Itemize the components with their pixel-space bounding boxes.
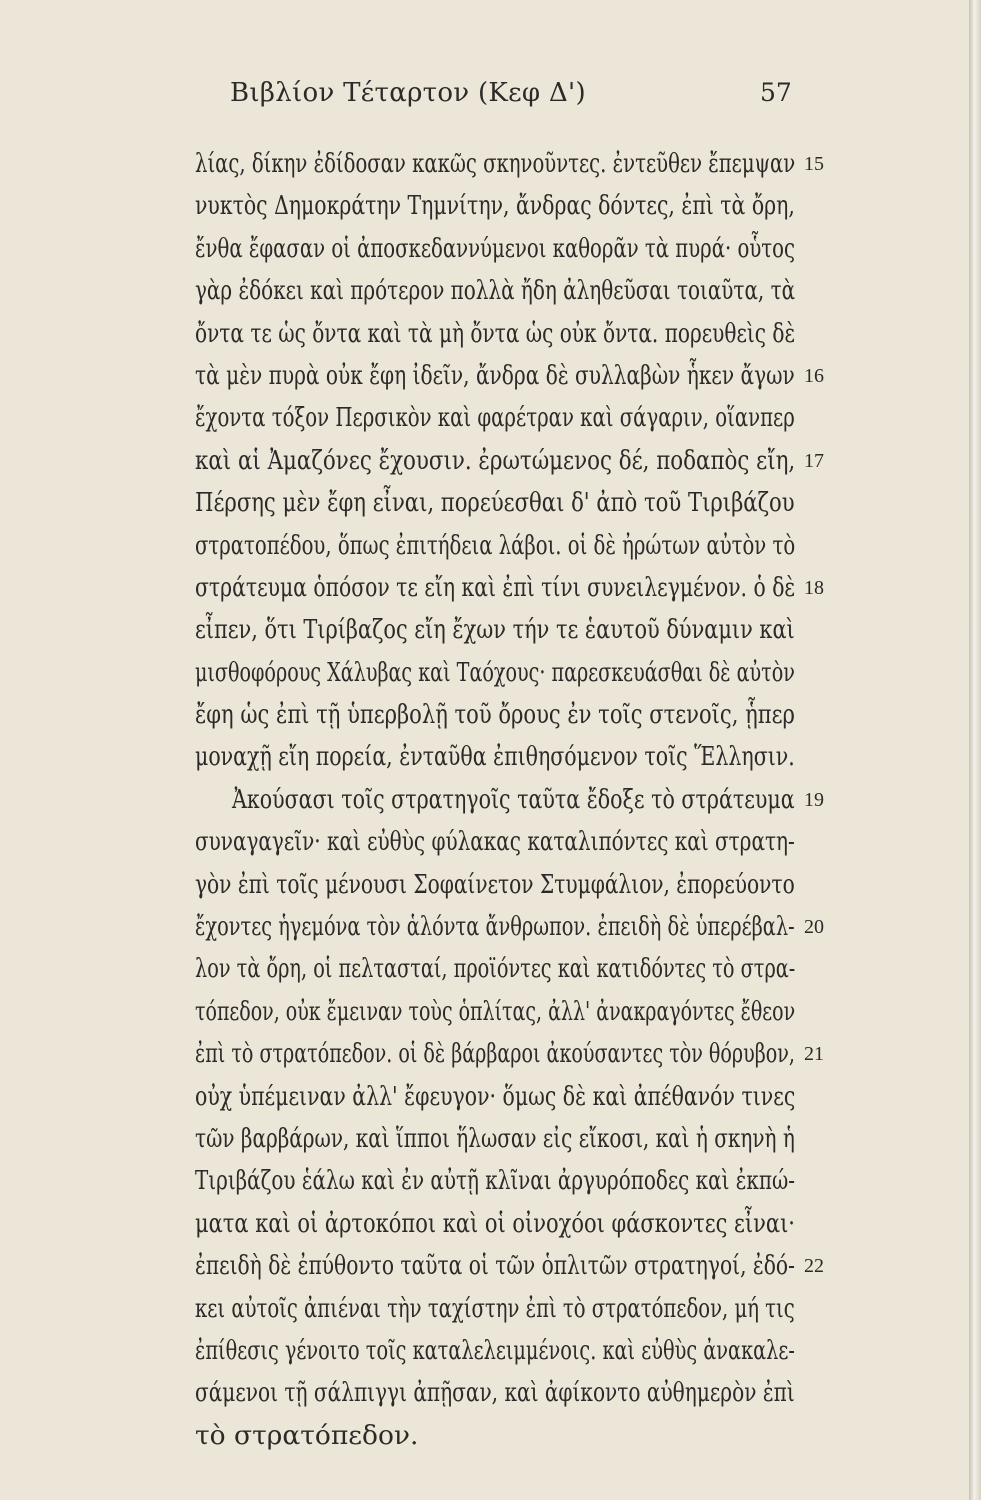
text-line [0,991,981,1033]
text-line [0,1033,981,1075]
text-line [0,397,981,439]
line-text: μοναχῇ εἴη πορεία, ἐνταῦθα ἐπιθησόμενον τοῖς Ἕλλησιν. [195,741,795,773]
line-text: γὰρ ἐδόκει καὶ πρότερον πολλὰ ἤδη ἀληθεῦσαι τοιαῦτα, τὰ [195,275,796,307]
text-line [0,779,981,821]
line-text: τόπεδον, οὐκ ἔμειναν τοὺς ὁπλίτας, ἀλλ' ἀνακραγόντες ἔθεον [195,995,796,1027]
line-text: λον τὰ ὄρη, οἱ πελτασταί, προϊόντες καὶ κατιδόντες τὸ στρα- [195,953,796,985]
section-number: 17 [804,449,824,472]
text-line [0,1330,981,1372]
section-number: 16 [804,364,824,387]
text-line [0,440,981,482]
line-text: τὸ στρατόπεδον. [195,1419,419,1451]
line-text: ματα καὶ οἱ ἀρτοκόποι καὶ οἱ οἰνοχόοι φάσκοντες εἶναι· [195,1207,795,1239]
text-line [0,228,981,270]
text-line [0,313,981,355]
section-number: 20 [804,916,824,939]
text-line [0,1203,981,1245]
line-text: στρατοπέδου, ὅπως ἐπιτήδεια λάβοι. οἱ δὲ ἠρώτων αὐτὸν τὸ [195,529,796,561]
text-line [0,1245,981,1287]
section-number: 15 [804,153,824,175]
line-text: στράτευμα ὁπόσον τε εἴη καὶ ἐπὶ τίνι συνειλεγμένον. ὁ δὲ [195,571,796,603]
text-line [0,906,981,948]
line-text: ἔχοντες ἡγεμόνα τὸν ἁλόντα ἄνθρωπον. ἐπειδὴ δὲ ὑπερέβαλ- [195,911,795,943]
running-title: Βιβλίον Τέταρτον (Κεφ Δ') [230,78,586,108]
text-line [0,1415,981,1457]
line-text: γὸν ἐπὶ τοῖς μένουσι Σοφαίνετον Στυμφάλιον, ἐπορεύοντο [195,868,795,900]
text-line [0,864,981,906]
text-line [0,948,981,990]
text-line [0,1118,981,1160]
text-line [0,567,981,609]
line-text: ἐπειδὴ δὲ ἐπύθοντο ταῦτα οἱ τῶν ὁπλιτῶν στρατηγοί, ἐδό- [195,1250,795,1282]
line-text: ἔχοντα τόξον Περσικὸν καὶ φαρέτραν καὶ σάγαριν, οἵανπερ [195,402,795,434]
line-text: σάμενοι τῇ σάλπιγγι ἀπῇσαν, καὶ ἀφίκοντο αὐθημερὸν ἐπὶ [195,1377,795,1409]
text-line [0,1288,981,1330]
text-line [0,185,981,227]
line-text: εἶπεν, ὅτι Τιρίβαζος εἴη ἔχων τήν τε ἑαυτοῦ δύναμιν καὶ [195,614,795,646]
text-line [0,1076,981,1118]
text-line [0,525,981,567]
text-line [0,1372,981,1414]
line-text: Ἀκούσασι τοῖς στρατηγοῖς ταῦτα ἔδοξε τὸ στράτευμα [232,783,795,815]
text-line [0,736,981,778]
text-line [0,609,981,651]
section-number: 22 [804,1255,824,1278]
line-text: λίας, δίκην ἐδίδοσαν κακῶς σκηνοῦντες. ἐντεῦθεν ἔπεμψαν [195,148,796,179]
line-text: κει αὐτοῖς ἀπιέναι τὴν ταχίστην ἐπὶ τὸ στρατόπεδον, μή τις [195,1292,795,1324]
line-text: ἔνθα ἔφασαν οἱ ἀποσκεδαννύμενοι καθορᾶν τὰ πυρά· οὗτος [195,232,795,264]
section-number: 19 [804,788,824,811]
section-number: 21 [804,1043,824,1066]
line-text: τῶν βαρβάρων, καὶ ἵπποι ἥλωσαν εἰς εἴκοσι, καὶ ἡ σκηνὴ ἡ [195,1122,795,1154]
line-text: συναγαγεῖν· καὶ εὐθὺς φύλακας καταλιπόντες καὶ στρατη- [195,826,795,858]
text-line [0,694,981,736]
text-line [0,1160,981,1202]
line-text: οὐχ ὑπέμειναν ἀλλ' ἔφευγον· ὅμως δὲ καὶ ἀπέθανόν τινες [195,1080,796,1112]
line-text: ἐπὶ τὸ στρατόπεδον. οἱ δὲ βάρβαροι ἀκούσαντες τὸν θόρυβον, [195,1038,795,1070]
page-header [0,78,981,118]
page-number: 57 [760,78,792,107]
line-text: καὶ αἱ Ἀμαζόνες ἔχουσιν. ἐρωτώμενος δέ, ποδαπὸς εἴη, [195,444,796,476]
line-text: τὰ μὲν πυρὰ οὐκ ἔφη ἰδεῖν, ἄνδρα δὲ συλλαβὼν ἧκεν ἄγων [195,359,795,391]
text-line [0,821,981,863]
text-line [0,482,981,524]
text-body [0,143,981,1457]
text-line [0,270,981,312]
line-text: ἐπίθεσις γένοιτο τοῖς καταλελειμμένοις. καὶ εὐθὺς ἀνακαλε- [195,1334,795,1366]
line-text: μισθοφόρους Χάλυβας καὶ Ταόχους· παρεσκευάσθαι δὲ αὐτὸν [195,656,795,688]
line-text: νυκτὸς Δημοκράτην Τημνίτην, ἄνδρας δόντες, ἐπὶ τὰ ὄρη, [195,190,795,222]
text-line [0,652,981,694]
text-line [0,355,981,397]
section-number: 18 [804,576,824,599]
line-text: ἔφη ὡς ἐπὶ τῇ ὑπερβολῇ τοῦ ὄρους ἐν τοῖς στενοῖς, ᾗπερ [195,699,795,731]
line-text: Τιριβάζου ἑάλω καὶ ἐν αὐτῇ κλῖναι ἀργυρόποδες καὶ ἐκπώ- [195,1165,795,1197]
line-text: Πέρσης μὲν ἔφη εἶναι, πορεύεσθαι δ' ἀπὸ τοῦ Τιριβάζου [195,487,795,519]
line-text: ὄντα τε ὡς ὄντα καὶ τὰ μὴ ὄντα ὡς οὐκ ὄντα. πορευθεὶς δὲ [195,317,796,349]
text-line [0,143,981,185]
